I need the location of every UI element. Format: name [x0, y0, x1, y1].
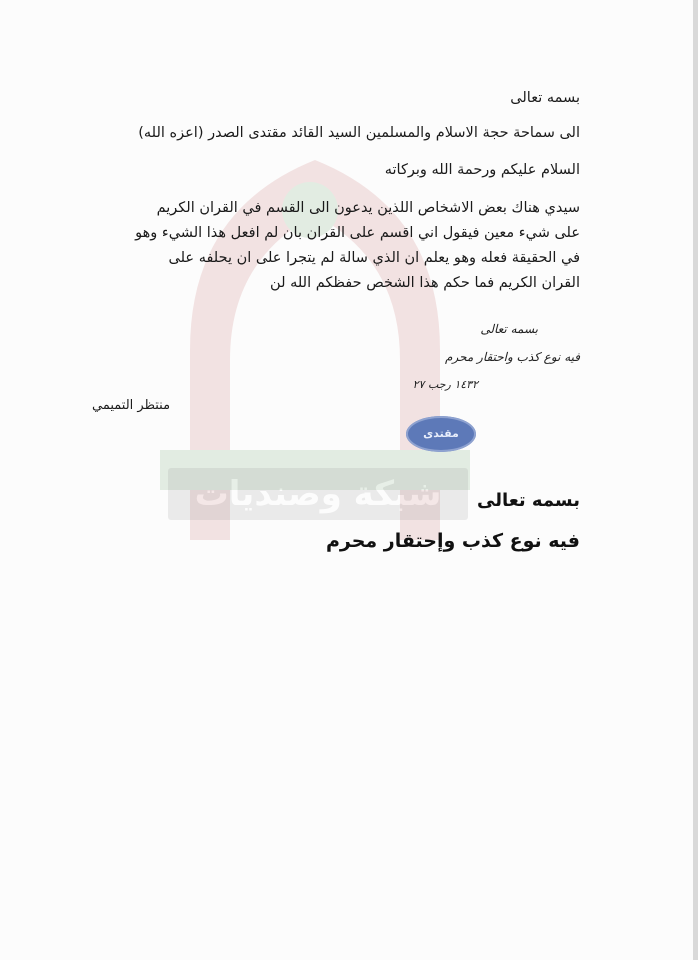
typed-salutation: بسمه تعالى: [477, 490, 580, 511]
body-line: في الحقيقة فعله وهو يعلم ان الذي سالة لم يتجرا على ان يحلفه على: [168, 250, 580, 266]
typed-ruling: فيه نوع كذب وإحتقار محرم: [325, 530, 580, 552]
body-line: القران الكريم فما حكم هذا الشخص حفظكم الله لن: [270, 275, 580, 291]
watermark-banner: [168, 468, 468, 520]
letter-addressee: الى سماحة حجة الاسلام والمسلمين السيد القائد مقتدى الصدر (اعزه الله): [138, 125, 580, 141]
seal-stamp: [406, 416, 476, 452]
letter-body: [120, 196, 580, 296]
letter-greeting: السلام عليكم ورحمة الله وبركاته: [384, 162, 580, 178]
body-line: سيدي هناك بعض الاشخاص اللذين يدعون الى القسم في القران الكريم: [156, 200, 580, 216]
scan-edge: [693, 0, 698, 960]
seal-text: مقتدى: [423, 427, 459, 440]
handwritten-date: ١٤٣٢ رجب ٢٧: [412, 378, 478, 391]
letter-salutation: بسمه تعالى: [510, 90, 580, 106]
handwritten-ruling: فيه نوع كذب واحتقار محرم: [445, 350, 580, 364]
letter-sender: منتظر التميمي: [92, 398, 171, 413]
body-line: على شيء معين فيقول اني اقسم على القران بان لم افعل هذا الشيء وهو: [135, 225, 580, 241]
handwritten-salutation: بسمه تعالى: [480, 322, 538, 336]
watermark-text: شبكة وصنديات: [194, 474, 442, 514]
